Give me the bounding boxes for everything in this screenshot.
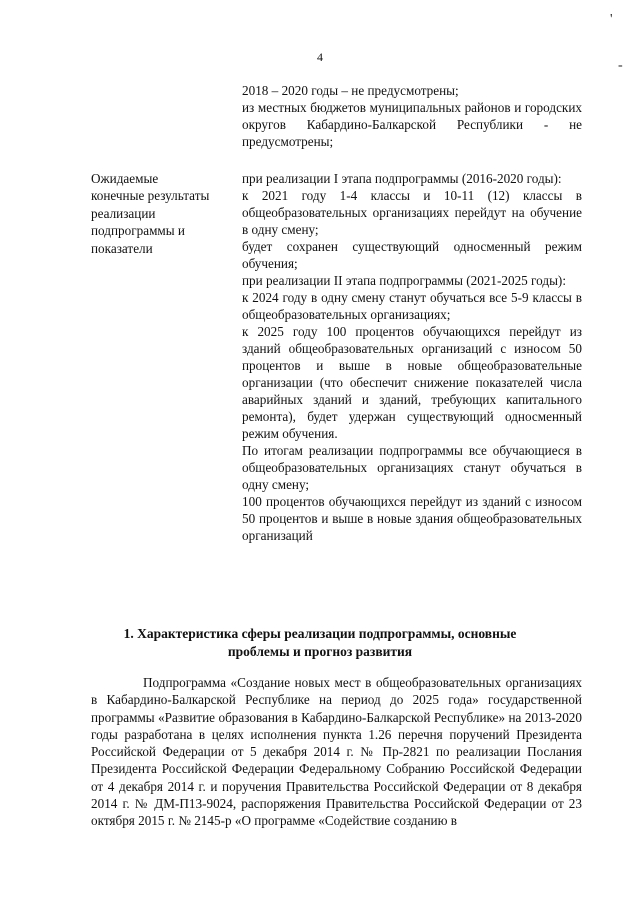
financing-continuation: [242, 82, 582, 150]
result-item: к 2025 году 100 процентов обучающихся перейдут из зданий общеобразовательных организаций с износом 50 процентов и выше в новые общеобразовательные организации (что обеспечит снижение показателей числа аварийных зданий и зданий, требующих капитального ремонта), будет удержан существующий односменный режим обучения.: [242, 324, 582, 441]
label-line: конечные результаты: [91, 188, 210, 204]
label-line: показатели: [91, 240, 153, 256]
financing-line: из местных бюджетов муниципальных районов и городских округов Кабардино-Балкарской Республики - не предусмотрены;: [242, 100, 582, 149]
body-paragraph: Подпрограмма «Создание новых мест в общеобразовательных организациях в Кабардино-Балкарской Республике на период до 2025 года» государственной программы «Развитие образования в Кабардино-Балкарской Республике» на 2013-2020 годы разработана в целях исполнения пункта 1.26 перечня поручений Президента Российской Федерации от 5 декабря 2014 г. № Пр-2821 по реализации Послания Президента Российской Федерации Федеральному Собранию Российской Федерации от 4 декабря 2014 г. и поручения Правительства Российской Федерации от 8 декабря 2014 г. № ДМ-П13-9024, распоряжения Правительства Российской Федерации от 23 октября 2015 г. № 2145-р «О программе «Содействие созданию в: [91, 675, 582, 829]
result-item: 100 процентов обучающихся перейдут из зданий с износом 50 процентов и выше в новые здания общеобразовательных организаций: [242, 494, 582, 543]
label-line: реализации: [91, 205, 156, 221]
heading-line: проблемы и прогноз развития: [227, 644, 413, 659]
margin-mark: ': [610, 12, 613, 27]
result-item: при реализации II этапа подпрограммы (2021-2025 годы):: [242, 273, 566, 288]
section-body: [91, 674, 582, 830]
section-heading: [60, 625, 580, 661]
label-line: Ожидаемые: [91, 171, 159, 186]
result-item: при реализации I этапа подпрограммы (2016-2020 годы):: [242, 171, 562, 186]
heading-line: 1. Характеристика сферы реализации подпрограммы, основные: [123, 626, 517, 641]
result-item: По итогам реализации подпрограммы все обучающиеся в общеобразовательных организациях станут обучаться в одну смену;: [242, 443, 582, 492]
label-line: подпрограммы и: [91, 223, 185, 239]
margin-mark: -: [618, 58, 623, 73]
expected-results-text: [242, 170, 582, 544]
page-number: 4: [317, 50, 323, 64]
result-item: к 2024 году в одну смену станут обучаться все 5-9 классы в общеобразовательных организациях;: [242, 290, 582, 322]
expected-results-label: [91, 170, 231, 257]
financing-line: 2018 – 2020 годы – не предусмотрены;: [242, 83, 459, 98]
result-item: к 2021 году 1-4 классы и 10-11 (12) классы в общеобразовательных организациях перейдут на обучение в одну смену;: [242, 188, 582, 237]
result-item: будет сохранен существующий односменный режим обучения;: [242, 239, 582, 271]
